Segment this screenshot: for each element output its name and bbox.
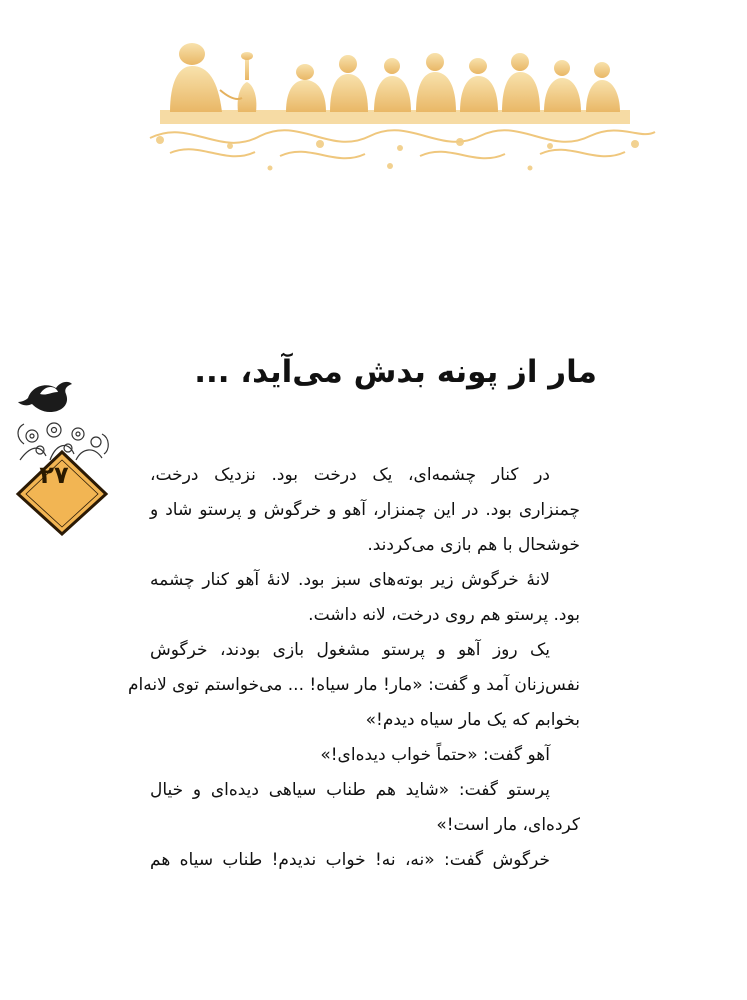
text-line-9: آهو گفت: «حتماً خواب دیده‌ای!» — [320, 745, 550, 765]
chapter-title: مار از پونه بدش می‌آید، ... — [194, 354, 597, 390]
text-line-1: در کنار چشمه‌ای، یک درخت بود. نزدیک درخت، — [150, 465, 550, 485]
story-body — [127, 458, 580, 878]
text-line-4: لانۀ خرگوش زیر بوته‌های سبز بود. لانۀ آهو کنار چشمه — [150, 570, 550, 590]
text-line-6: یک روز آهو و پرستو مشغول بازی بودند، خرگوش — [150, 640, 550, 660]
text-line-7: نفس‌زنان آمد و گفت: «مار! مار سیاه! ... می‌خواستم توی لانه‌ام — [127, 675, 580, 695]
text-line-8: بخوابم که یک مار سیاه دیدم!» — [365, 710, 580, 730]
storytellers-gathering-illustration — [130, 28, 670, 178]
text-line-10: پرستو گفت: «شاید هم طناب سیاهی دیده‌ای و خیال — [150, 780, 550, 800]
text-line-11: کرده‌ای، مار است!» — [436, 815, 580, 835]
bird-icon — [18, 382, 72, 412]
text-line-3: خوشحال با هم بازی می‌کردند. — [367, 535, 580, 555]
text-line-5: بود. پرستو هم روی درخت، لانه داشت. — [308, 605, 580, 625]
page-number-badge — [10, 374, 115, 536]
text-line-2: چمنزاری بود. در این چمنزار، آهو و خرگوش و پرستو شاد و — [150, 500, 580, 520]
page-number: ۲۷ — [39, 461, 69, 489]
text-line-12: خرگوش گفت: «نه، نه! خواب ندیدم! طناب سیاه هم — [150, 850, 550, 870]
